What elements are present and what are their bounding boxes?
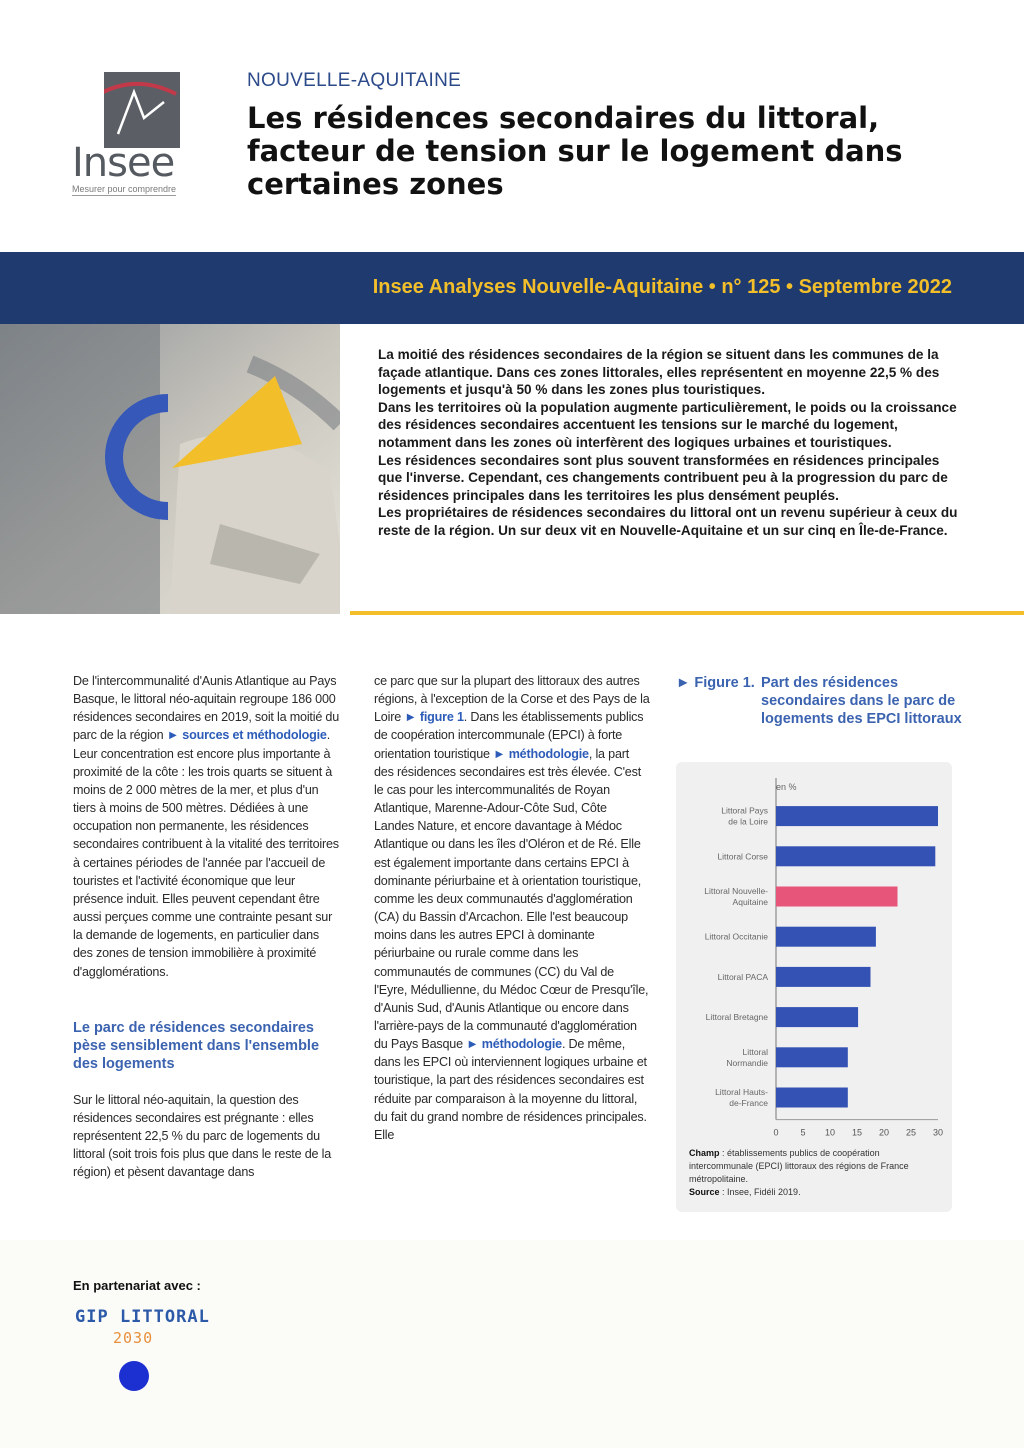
chart-category-label: Aquitaine xyxy=(732,897,768,907)
body-text: De l'intercommunalité d'Aunis Atlantique au Pays Basque, le littoral néo-aquitain regroupe 186 000 résidences secondaires en 2019, soit la moitié du parc de la région xyxy=(73,674,340,743)
figure-notes xyxy=(689,1147,944,1199)
partner-year: 2030 xyxy=(113,1329,154,1347)
chart-bar xyxy=(776,1047,848,1067)
page-title: Les résidences secondaires du littoral, facteur de tension sur le logement dans certaines zones xyxy=(247,101,903,201)
partner-label: En partenariat avec : xyxy=(73,1278,201,1293)
bar-chart xyxy=(676,762,952,1142)
chart-unit-label: en % xyxy=(776,782,797,792)
abstract xyxy=(378,346,958,540)
body-text: . Dans les établissements publics de coopération intercommunale (EPCI) à forte orientation touristique xyxy=(374,710,644,761)
figure-number: ► Figure 1. xyxy=(676,675,755,691)
champ-text: : établissements publics de coopération intercommunale (EPCI) littoraux des régions de France métropolitaine. xyxy=(689,1148,909,1184)
abstract-paragraph: Dans les territoires où la population augmente particulièrement, le poids ou la croissance des résidences secondaires accentuent les tensions sur le marché du logement, notamment dans les zones où interfèrent des logiques urbaines et touristiques. xyxy=(378,399,957,450)
partner-name: GIP LITTORAL xyxy=(75,1307,210,1327)
abstract-paragraph: La moitié des résidences secondaires de la région se situent dans les communes de la façade atlantique. Dans ces zones littorales, elles représentent en moyenne 22,5 % des logements et jusqu'à 50 % dans les zones plus touristiques. xyxy=(378,347,940,398)
insee-logo-mark-icon xyxy=(104,72,180,148)
abstract-paragraph: Les propriétaires de résidences secondaires du littoral ont un revenu supérieur à ceux du reste de la région. Un sur deux vit en Nouvelle-Aquitaine et un sur cinq en Île-de-France. xyxy=(378,505,958,538)
sources-methodology-link[interactable]: ► sources et méthodologie xyxy=(166,728,327,743)
methodology-link[interactable]: ► méthodologie xyxy=(493,746,589,761)
chart-tick-label: 25 xyxy=(905,1127,917,1138)
body-text: , la part des résidences secondaires est très élevée. C'est le cas pour les intercommunalités de Royan Atlantique, Marenne-Adour-Côte Sud, Côte Landes Nature, et encore davantage à Médoc Atlantique ou dans les îles d'Oléron et de Ré. Elle est également importante dans certains EPCI à dominante périurbaine et à orientation touristique, comme les deux communautés d'agglomération (CA) du Bassin d'Arcachon. Elle l'est beaucoup moins dans les autres EPCI à dominante périurbaine ou rurale comme dans les communautés de communes (CC) du Val de l'Eyre, Médullienne, du Médoc Cœur de Presqu'île, d'Aunis Sud, d'Aunis Atlantique ou encore dans l'arrière-pays de la communauté d'agglomération du Pays Basque xyxy=(374,746,649,1052)
chart-category-label: Littoral xyxy=(742,1046,768,1057)
figure-title xyxy=(676,674,966,728)
chart-tick-label: 20 xyxy=(878,1127,890,1138)
body-paragraph xyxy=(73,672,341,981)
chart-category-label: Littoral Bretagne xyxy=(705,1012,768,1023)
body-paragraph: Sur le littoral néo-aquitain, la question des résidences secondaires est prégnante : elles représentent 22,5 % du parc de logements du littoral (soit trois fois plus que dans le reste de la région) et pèsent davantage dans xyxy=(73,1092,331,1180)
figure-panel xyxy=(676,762,952,1212)
abstract-divider xyxy=(350,611,1024,615)
body-text: . De même, dans les EPCI où interviennent logiques urbaine et touristique, la part des résidences secondaires est réduite par comparaison à la moyenne du littoral, du fait du grand nombre de résidences principales. Elle xyxy=(374,1037,647,1142)
chart-category-label: Littoral Hauts- xyxy=(715,1087,768,1097)
chart-category-label: Littoral Corse xyxy=(717,851,768,862)
methodology-link[interactable]: ► méthodologie xyxy=(466,1037,562,1052)
chart-bar xyxy=(776,1007,858,1027)
chart-category-label: de la Loire xyxy=(728,816,768,827)
publication-info: Insee Analyses Nouvelle-Aquitaine • n° 125 • Septembre 2022 xyxy=(372,276,952,298)
insee-logo xyxy=(70,70,190,200)
chart-tick-label: 15 xyxy=(851,1127,863,1138)
gip-littoral-logo xyxy=(73,1305,213,1395)
chart-category-label: Normandie xyxy=(726,1057,768,1068)
chart-category-label: Littoral Occitanie xyxy=(704,931,768,942)
chart-tick-label: 0 xyxy=(773,1127,779,1138)
partner-dot-icon xyxy=(119,1361,149,1391)
body-text: . Leur concentration est encore plus importante à proximité de la côte : les trois quarts se situent à moins de 2 000 mètres de la mer, et plus d'un tiers à moins de 500 mètres. Dédiées à une occupation non permanente, les résidences secondaires contribuent à la vitalité des territoires à certaines périodes de l'année par l'accueil de touristes et l'activité économique que leur présence induit. Elles peuvent cependant être aussi perçues comme une contrainte pesant sur la demande de logements, en particulier dans des zones de tension immobilière à proximité d'agglomérations. xyxy=(73,728,339,979)
logo-tagline: Mesurer pour comprendre xyxy=(72,184,177,194)
chart-bar xyxy=(776,1088,848,1108)
chart-bar xyxy=(776,927,876,947)
figure-caption: Part des résidences secondaires dans le parc de logements des EPCI littoraux xyxy=(761,675,962,727)
chart-bar xyxy=(776,806,938,826)
source-text: : Insee, Fidéli 2019. xyxy=(719,1187,801,1197)
figure-source xyxy=(689,1186,944,1199)
body-column-2 xyxy=(374,672,650,1144)
region-label: NOUVELLE-AQUITAINE xyxy=(247,70,462,91)
figure-champ xyxy=(689,1147,944,1186)
chart-tick-label: 5 xyxy=(800,1127,806,1138)
chart-bar xyxy=(776,846,935,866)
chart-bar xyxy=(776,887,898,907)
body-text: ce parc que sur la plupart des littoraux des autres régions, à l'exception de la Corse et des Pays de la Loire xyxy=(374,674,650,725)
chart-category-label: Littoral PACA xyxy=(717,971,768,982)
chart-tick-label: 30 xyxy=(932,1127,944,1138)
publication-banner xyxy=(0,252,1024,324)
figure-1-link[interactable]: ► figure 1 xyxy=(404,710,464,725)
logo-wordmark: Insee xyxy=(72,140,175,186)
section-heading: Le parc de résidences secondaires pèse sensiblement dans l'ensemble des logements xyxy=(73,1019,320,1072)
chart-tick-label: 10 xyxy=(824,1127,836,1138)
cover-illustration xyxy=(0,324,350,614)
chart-bar xyxy=(776,967,871,987)
chart-category-label: de-France xyxy=(729,1098,768,1108)
champ-label: Champ xyxy=(689,1148,720,1158)
body-column-1 xyxy=(73,672,341,1181)
source-label: Source xyxy=(689,1187,720,1197)
body-paragraph xyxy=(374,672,650,1144)
abstract-paragraph: Les résidences secondaires sont plus souvent transformées en résidences principales que l'inverse. Cependant, ces changements contribuent peu à la progression du parc de résidences principales dans les territoires les plus densément peuplés. xyxy=(378,452,948,503)
chart-category-label: Littoral Pays xyxy=(721,805,768,816)
chart-category-label: Littoral Nouvelle- xyxy=(704,886,768,896)
